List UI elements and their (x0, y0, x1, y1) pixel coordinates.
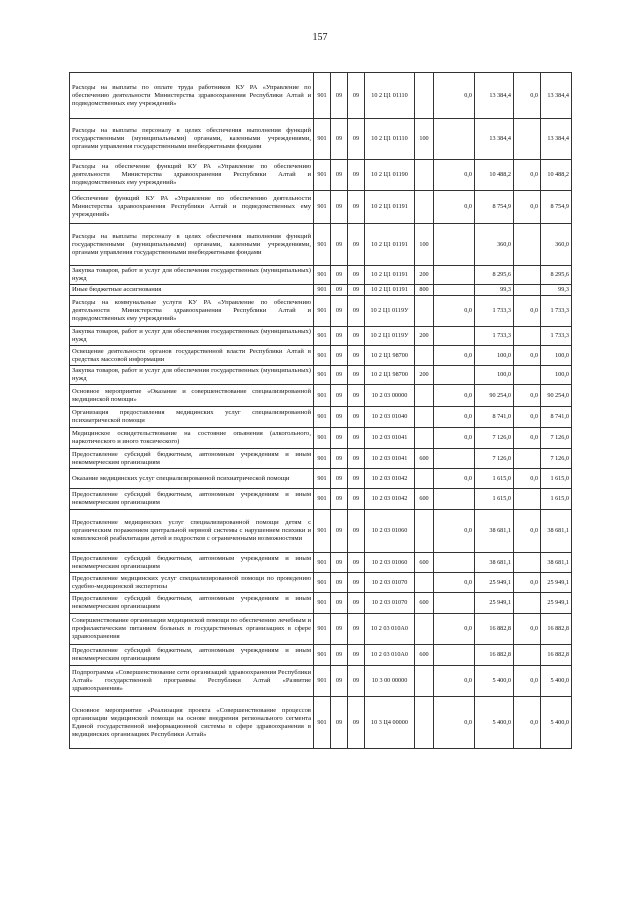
target-article-cell: 10 2 03 01042 (365, 469, 415, 489)
row-description: Предоставление субсидий бюджетным, автономным учреждениям и иным некоммерческим организациям (70, 645, 314, 666)
target-article-cell: 10 2 Ц1 0119У (365, 296, 415, 327)
amount-cell-2: 13 384,4 (475, 119, 514, 160)
target-article-cell: 10 2 Ц1 01191 (365, 191, 415, 224)
amount-cell-1: 0,0 (434, 428, 475, 449)
table-row (70, 489, 572, 510)
amount-cell-1: 0,0 (434, 385, 475, 407)
amount-cell-3: 0,0 (514, 407, 541, 428)
table-body (70, 73, 572, 749)
amount-cell-2: 16 882,8 (475, 614, 514, 645)
amount-cell-4: 360,0 (541, 224, 572, 266)
expense-type-cell: 100 (415, 119, 434, 160)
row-description: Оказание медицинских услуг специализированной психиатрической помощи (70, 469, 314, 489)
amount-cell-3: 0,0 (514, 666, 541, 697)
section-code-cell: 09 (331, 645, 348, 666)
admin-code-cell: 901 (314, 428, 331, 449)
row-description: Закупка товаров, работ и услуг для обеспечения государственных (муниципальных) нужд (70, 366, 314, 385)
expense-type-cell: 200 (415, 327, 434, 346)
amount-cell-3 (514, 285, 541, 296)
amount-cell-4: 38 681,1 (541, 553, 572, 573)
target-article-cell: 10 2 Ц1 01110 (365, 73, 415, 119)
amount-cell-1: 0,0 (434, 160, 475, 191)
target-article-cell: 10 2 03 01041 (365, 449, 415, 469)
amount-cell-2: 8 741,0 (475, 407, 514, 428)
expense-type-cell (415, 573, 434, 593)
amount-cell-3 (514, 645, 541, 666)
section-code-cell: 09 (331, 666, 348, 697)
target-article-cell: 10 2 03 01060 (365, 553, 415, 573)
amount-cell-3: 0,0 (514, 191, 541, 224)
section-code-cell: 09 (331, 553, 348, 573)
expense-type-cell: 200 (415, 366, 434, 385)
row-description: Предоставление медицинских услуг специализированной помощи детям с органическим поражением центральной нервной системы с нарушением психики и комплексной реабилитации детей и подростков с ограниченными возможностями (70, 510, 314, 553)
amount-cell-2: 1 733,3 (475, 296, 514, 327)
amount-cell-3: 0,0 (514, 573, 541, 593)
row-description: Основное мероприятие «Оказание и совершенствование специализированной медицинской помощи» (70, 385, 314, 407)
section-code-cell: 09 (331, 296, 348, 327)
amount-cell-2: 8 754,9 (475, 191, 514, 224)
amount-cell-1 (434, 327, 475, 346)
subsection-code-cell: 09 (348, 510, 365, 553)
admin-code-cell: 901 (314, 327, 331, 346)
section-code-cell: 09 (331, 285, 348, 296)
admin-code-cell: 901 (314, 510, 331, 553)
row-description: Освещение деятельности органов государственной власти Республики Алтай в средствах массовой информации (70, 346, 314, 366)
amount-cell-4: 5 400,0 (541, 666, 572, 697)
expense-type-cell: 600 (415, 593, 434, 614)
subsection-code-cell: 09 (348, 160, 365, 191)
page-number: 157 (312, 32, 328, 43)
target-article-cell: 10 2 03 01070 (365, 593, 415, 614)
section-code-cell: 09 (331, 697, 348, 749)
amount-cell-2: 1 733,3 (475, 327, 514, 346)
row-description: Обеспечение функций КУ РА «Управление по обеспечению деятельности Министерства здравоохранения Республики Алтай и подведомственных ему учреждений» (70, 191, 314, 224)
target-article-cell: 10 2 Ц1 01190 (365, 160, 415, 191)
amount-cell-4: 25 949,1 (541, 593, 572, 614)
amount-cell-3: 0,0 (514, 697, 541, 749)
amount-cell-4: 16 882,8 (541, 645, 572, 666)
subsection-code-cell: 09 (348, 296, 365, 327)
table-row (70, 428, 572, 449)
table-row (70, 614, 572, 645)
section-code-cell: 09 (331, 191, 348, 224)
table-row (70, 385, 572, 407)
amount-cell-1 (434, 285, 475, 296)
admin-code-cell: 901 (314, 573, 331, 593)
subsection-code-cell: 09 (348, 428, 365, 449)
row-description: Основное мероприятие «Реализация проекта «Совершенствование процессов организации медицинской помощи на основе внедрения регионального сегмента Единой государственной информационной системы в сфере здравоохранения в медицинских организациях Республики Алтай» (70, 697, 314, 749)
table-row (70, 573, 572, 593)
subsection-code-cell: 09 (348, 645, 365, 666)
table-row (70, 366, 572, 385)
expense-type-cell: 600 (415, 449, 434, 469)
section-code-cell: 09 (331, 266, 348, 285)
section-code-cell: 09 (331, 614, 348, 645)
expense-type-cell: 800 (415, 285, 434, 296)
admin-code-cell: 901 (314, 119, 331, 160)
table-row (70, 645, 572, 666)
amount-cell-3: 0,0 (514, 160, 541, 191)
amount-cell-1: 0,0 (434, 191, 475, 224)
table-row (70, 266, 572, 285)
amount-cell-2: 13 384,4 (475, 73, 514, 119)
amount-cell-4: 1 733,3 (541, 296, 572, 327)
amount-cell-2: 8 295,6 (475, 266, 514, 285)
amount-cell-1: 0,0 (434, 614, 475, 645)
amount-cell-2: 7 126,0 (475, 449, 514, 469)
target-article-cell: 10 2 Ц1 01191 (365, 285, 415, 296)
table-row (70, 224, 572, 266)
amount-cell-1: 0,0 (434, 469, 475, 489)
amount-cell-1: 0,0 (434, 510, 475, 553)
section-code-cell: 09 (331, 510, 348, 553)
table-row (70, 285, 572, 296)
amount-cell-1 (434, 449, 475, 469)
amount-cell-4: 90 254,0 (541, 385, 572, 407)
amount-cell-1: 0,0 (434, 697, 475, 749)
row-description: Подпрограмма «Совершенствование сети организаций здравоохранения Республики Алтай» государственной программы Республики Алтай «Развитие здравоохранения» (70, 666, 314, 697)
amount-cell-3 (514, 119, 541, 160)
admin-code-cell: 901 (314, 489, 331, 510)
amount-cell-4: 100,0 (541, 366, 572, 385)
admin-code-cell: 901 (314, 469, 331, 489)
expense-type-cell (415, 407, 434, 428)
subsection-code-cell: 09 (348, 385, 365, 407)
amount-cell-1 (434, 553, 475, 573)
amount-cell-3 (514, 266, 541, 285)
section-code-cell: 09 (331, 346, 348, 366)
row-description: Закупка товаров, работ и услуг для обеспечения государственных (муниципальных) нужд (70, 266, 314, 285)
subsection-code-cell: 09 (348, 593, 365, 614)
admin-code-cell: 901 (314, 666, 331, 697)
subsection-code-cell: 09 (348, 346, 365, 366)
amount-cell-2: 5 400,0 (475, 666, 514, 697)
amount-cell-2: 90 254,0 (475, 385, 514, 407)
amount-cell-2: 25 949,1 (475, 593, 514, 614)
amount-cell-1 (434, 224, 475, 266)
admin-code-cell: 901 (314, 553, 331, 573)
target-article-cell: 10 2 Ц1 0119У (365, 327, 415, 346)
subsection-code-cell: 09 (348, 191, 365, 224)
amount-cell-3 (514, 593, 541, 614)
amount-cell-3: 0,0 (514, 510, 541, 553)
row-description: Расходы на выплаты по оплате труда работников КУ РА «Управление по обеспечению деятельности Министерства здравоохранения Республики Алтай и подведомственных ему учреждений» (70, 73, 314, 119)
amount-cell-3 (514, 553, 541, 573)
amount-cell-1 (434, 266, 475, 285)
amount-cell-1: 0,0 (434, 407, 475, 428)
table-row (70, 327, 572, 346)
expense-type-cell (415, 346, 434, 366)
expense-type-cell (415, 697, 434, 749)
target-article-cell: 10 2 Ц1 98700 (365, 346, 415, 366)
expense-type-cell (415, 73, 434, 119)
amount-cell-4: 8 754,9 (541, 191, 572, 224)
budget-table (69, 72, 572, 749)
amount-cell-3: 0,0 (514, 469, 541, 489)
row-description: Предоставление медицинских услуг специализированной помощи по проведению судебно-медицинской экспертизы (70, 573, 314, 593)
table-row (70, 666, 572, 697)
section-code-cell: 09 (331, 73, 348, 119)
amount-cell-3: 0,0 (514, 614, 541, 645)
row-description: Расходы на выплаты персоналу в целях обеспечения выполнения функций государственными (муниципальными) органами, казенными учреждениями, органами управления государственными внебюджетными фондами (70, 119, 314, 160)
table-row (70, 407, 572, 428)
admin-code-cell: 901 (314, 296, 331, 327)
amount-cell-2: 7 126,0 (475, 428, 514, 449)
row-description: Расходы на выплаты персоналу в целях обеспечения выполнения функций государственными (муниципальными) органами, казенными учреждениями, органами управления государственными внебюджетными фондами (70, 224, 314, 266)
amount-cell-3 (514, 224, 541, 266)
amount-cell-4: 7 126,0 (541, 449, 572, 469)
table-row (70, 510, 572, 553)
amount-cell-2: 99,3 (475, 285, 514, 296)
target-article-cell: 10 2 03 01041 (365, 428, 415, 449)
section-code-cell: 09 (331, 469, 348, 489)
expense-type-cell: 600 (415, 553, 434, 573)
expense-type-cell: 600 (415, 489, 434, 510)
expense-type-cell: 100 (415, 224, 434, 266)
expense-type-cell (415, 469, 434, 489)
amount-cell-2: 5 400,0 (475, 697, 514, 749)
row-description: Организация предоставления медицинских услуг специализированной психиатрической помощи (70, 407, 314, 428)
table-row (70, 553, 572, 573)
admin-code-cell: 901 (314, 224, 331, 266)
admin-code-cell: 901 (314, 407, 331, 428)
row-description: Предоставление субсидий бюджетным, автономным учреждениям и иным некоммерческим организациям (70, 553, 314, 573)
table-row (70, 191, 572, 224)
section-code-cell: 09 (331, 224, 348, 266)
section-code-cell: 09 (331, 593, 348, 614)
section-code-cell: 09 (331, 407, 348, 428)
amount-cell-2: 100,0 (475, 346, 514, 366)
amount-cell-1: 0,0 (434, 573, 475, 593)
target-article-cell: 10 2 03 00000 (365, 385, 415, 407)
expense-type-cell: 200 (415, 266, 434, 285)
amount-cell-2: 25 949,1 (475, 573, 514, 593)
row-description: Закупка товаров, работ и услуг для обеспечения государственных (муниципальных) нужд (70, 327, 314, 346)
section-code-cell: 09 (331, 428, 348, 449)
amount-cell-2: 100,0 (475, 366, 514, 385)
table-row (70, 73, 572, 119)
section-code-cell: 09 (331, 385, 348, 407)
section-code-cell: 09 (331, 449, 348, 469)
expense-type-cell (415, 666, 434, 697)
row-description: Совершенствование организации медицинской помощи по обеспечению лечебным и профилактическим питанием больных в государственных организациях в сфере здравоохранения (70, 614, 314, 645)
section-code-cell: 09 (331, 573, 348, 593)
subsection-code-cell: 09 (348, 285, 365, 296)
amount-cell-2: 16 882,8 (475, 645, 514, 666)
amount-cell-4: 13 384,4 (541, 119, 572, 160)
section-code-cell: 09 (331, 489, 348, 510)
amount-cell-3: 0,0 (514, 346, 541, 366)
subsection-code-cell: 09 (348, 366, 365, 385)
subsection-code-cell: 09 (348, 573, 365, 593)
amount-cell-4: 1 615,0 (541, 469, 572, 489)
target-article-cell: 10 2 Ц1 01110 (365, 119, 415, 160)
table-row (70, 160, 572, 191)
admin-code-cell: 901 (314, 614, 331, 645)
amount-cell-1 (434, 593, 475, 614)
table-row (70, 697, 572, 749)
row-description: Медицинское освидетельствование на состояние опьянения (алкогольного, наркотического и иного токсического) (70, 428, 314, 449)
expense-type-cell: 600 (415, 645, 434, 666)
expense-type-cell (415, 614, 434, 645)
subsection-code-cell: 09 (348, 407, 365, 428)
expense-type-cell (415, 510, 434, 553)
table-row (70, 296, 572, 327)
amount-cell-3 (514, 327, 541, 346)
subsection-code-cell: 09 (348, 489, 365, 510)
expense-type-cell (415, 191, 434, 224)
target-article-cell: 10 2 Ц1 01191 (365, 224, 415, 266)
table-row (70, 119, 572, 160)
amount-cell-2: 10 488,2 (475, 160, 514, 191)
subsection-code-cell: 09 (348, 327, 365, 346)
amount-cell-4: 5 400,0 (541, 697, 572, 749)
admin-code-cell: 901 (314, 697, 331, 749)
amount-cell-2: 1 615,0 (475, 469, 514, 489)
amount-cell-3 (514, 449, 541, 469)
admin-code-cell: 901 (314, 449, 331, 469)
amount-cell-4: 7 126,0 (541, 428, 572, 449)
amount-cell-1: 0,0 (434, 346, 475, 366)
amount-cell-3: 0,0 (514, 385, 541, 407)
target-article-cell: 10 2 03 010А0 (365, 645, 415, 666)
amount-cell-1 (434, 489, 475, 510)
row-description: Предоставление субсидий бюджетным, автономным учреждениям и иным некоммерческим организациям (70, 489, 314, 510)
section-code-cell: 09 (331, 119, 348, 160)
amount-cell-4: 100,0 (541, 346, 572, 366)
amount-cell-2: 38 681,1 (475, 510, 514, 553)
amount-cell-2: 38 681,1 (475, 553, 514, 573)
target-article-cell: 10 2 03 01040 (365, 407, 415, 428)
target-article-cell: 10 2 Ц1 98700 (365, 366, 415, 385)
target-article-cell: 10 3 00 00000 (365, 666, 415, 697)
row-description: Предоставление субсидий бюджетным, автономным учреждениям и иным некоммерческим организациям (70, 593, 314, 614)
amount-cell-4: 99,3 (541, 285, 572, 296)
subsection-code-cell: 09 (348, 224, 365, 266)
subsection-code-cell: 09 (348, 553, 365, 573)
table-row (70, 449, 572, 469)
amount-cell-3 (514, 489, 541, 510)
admin-code-cell: 901 (314, 346, 331, 366)
subsection-code-cell: 09 (348, 449, 365, 469)
amount-cell-3: 0,0 (514, 296, 541, 327)
target-article-cell: 10 2 03 01060 (365, 510, 415, 553)
target-article-cell: 10 2 03 01070 (365, 573, 415, 593)
expense-type-cell (415, 428, 434, 449)
amount-cell-3 (514, 366, 541, 385)
admin-code-cell: 901 (314, 593, 331, 614)
section-code-cell: 09 (331, 366, 348, 385)
subsection-code-cell: 09 (348, 73, 365, 119)
section-code-cell: 09 (331, 327, 348, 346)
amount-cell-1 (434, 119, 475, 160)
amount-cell-3: 0,0 (514, 428, 541, 449)
admin-code-cell: 901 (314, 366, 331, 385)
admin-code-cell: 901 (314, 285, 331, 296)
table-row (70, 469, 572, 489)
row-description: Предоставление субсидий бюджетным, автономным учреждениям и иным некоммерческим организациям (70, 449, 314, 469)
amount-cell-2: 360,0 (475, 224, 514, 266)
expense-type-cell (415, 296, 434, 327)
amount-cell-1: 0,0 (434, 666, 475, 697)
subsection-code-cell: 09 (348, 614, 365, 645)
target-article-cell: 10 2 Ц1 01191 (365, 266, 415, 285)
amount-cell-4: 25 949,1 (541, 573, 572, 593)
amount-cell-3: 0,0 (514, 73, 541, 119)
admin-code-cell: 901 (314, 73, 331, 119)
amount-cell-1: 0,0 (434, 296, 475, 327)
expense-type-cell (415, 385, 434, 407)
admin-code-cell: 901 (314, 160, 331, 191)
subsection-code-cell: 09 (348, 469, 365, 489)
expense-type-cell (415, 160, 434, 191)
amount-cell-1: 0,0 (434, 73, 475, 119)
subsection-code-cell: 09 (348, 266, 365, 285)
amount-cell-1 (434, 366, 475, 385)
amount-cell-4: 8 741,0 (541, 407, 572, 428)
amount-cell-2: 1 615,0 (475, 489, 514, 510)
row-description: Иные бюджетные ассигнования (70, 285, 314, 296)
amount-cell-4: 1 615,0 (541, 489, 572, 510)
target-article-cell: 10 3 Ц4 00000 (365, 697, 415, 749)
subsection-code-cell: 09 (348, 666, 365, 697)
amount-cell-4: 16 882,8 (541, 614, 572, 645)
amount-cell-1 (434, 645, 475, 666)
admin-code-cell: 901 (314, 191, 331, 224)
table-row (70, 346, 572, 366)
target-article-cell: 10 2 03 010А0 (365, 614, 415, 645)
section-code-cell: 09 (331, 160, 348, 191)
admin-code-cell: 901 (314, 266, 331, 285)
amount-cell-4: 38 681,1 (541, 510, 572, 553)
subsection-code-cell: 09 (348, 119, 365, 160)
table-row (70, 593, 572, 614)
amount-cell-4: 10 488,2 (541, 160, 572, 191)
admin-code-cell: 901 (314, 645, 331, 666)
amount-cell-4: 13 384,4 (541, 73, 572, 119)
target-article-cell: 10 2 03 01042 (365, 489, 415, 510)
row-description: Расходы на обеспечение функций КУ РА «Управление по обеспечению деятельности Министерства здравоохранения Республики Алтай и подведомственных ему учреждений» (70, 160, 314, 191)
amount-cell-4: 1 733,3 (541, 327, 572, 346)
subsection-code-cell: 09 (348, 697, 365, 749)
row-description: Расходы на коммунальные услуги КУ РА «Управление по обеспечению деятельности Министерства здравоохранения Республики Алтай и подведомственных ему учреждений» (70, 296, 314, 327)
admin-code-cell: 901 (314, 385, 331, 407)
amount-cell-4: 8 295,6 (541, 266, 572, 285)
